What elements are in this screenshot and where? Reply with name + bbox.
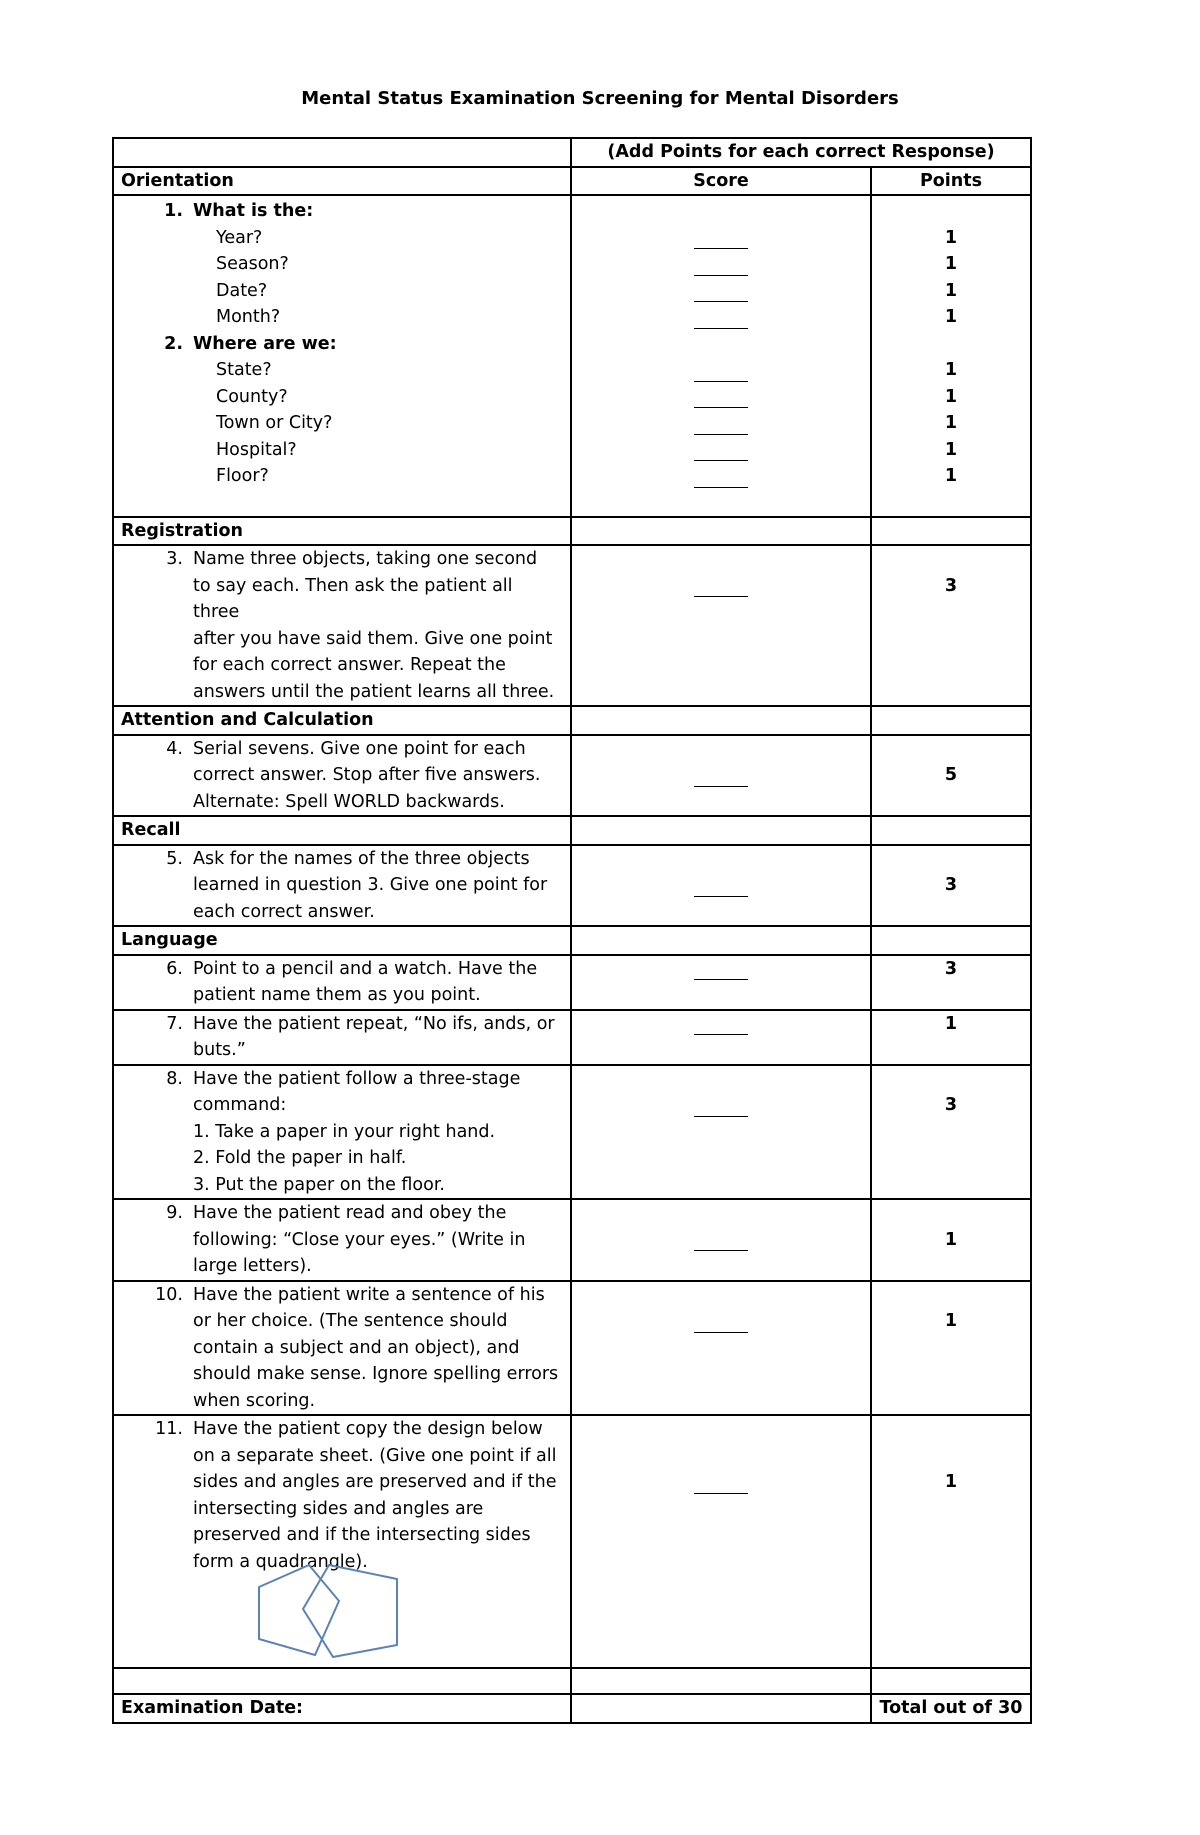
points-value: 1 — [944, 439, 958, 460]
score-heading: Score — [571, 167, 871, 196]
question-text: form a quadrangle). — [193, 1551, 368, 1572]
question-text: patient name them as you point. — [193, 985, 481, 1005]
question-text: answers until the patient learns all three. — [193, 681, 555, 702]
question-text: Have the patient read and obey the — [193, 1203, 507, 1223]
section-row-language — [113, 926, 1031, 955]
question-text: sides and angles are preserved and if the — [193, 1472, 557, 1492]
question-text: or her choice. (The sentence should — [193, 1311, 508, 1331]
points-value: 3 — [944, 1095, 958, 1115]
score-blank[interactable] — [694, 768, 748, 787]
question-label: Where are we: — [193, 333, 337, 354]
points-value: 1 — [944, 280, 958, 301]
points-value: 1 — [944, 1229, 958, 1250]
question-row-3 — [113, 545, 1031, 706]
question-number: 9. — [166, 1203, 183, 1223]
points-value: 1 — [944, 1311, 958, 1331]
page-title: Mental Status Examination Screening for Mental Disorders — [301, 88, 899, 109]
question-text: Have the patient repeat, “No ifs, ands, or — [193, 1013, 555, 1034]
item-state: State? — [216, 360, 272, 380]
section-heading: Attention and Calculation — [113, 706, 571, 735]
score-blank[interactable] — [694, 310, 748, 329]
question-number: 11. — [155, 1419, 183, 1439]
score-blank[interactable] — [694, 363, 748, 382]
points-value: 3 — [944, 875, 958, 895]
question-text: Alternate: Spell WORLD backwards. — [193, 791, 505, 812]
question-text: 3. Put the paper on the floor. — [193, 1174, 445, 1195]
question-text: to say each. Then ask the patient all three — [193, 575, 513, 622]
item-month: Month? — [216, 307, 281, 327]
question-text: Have the patient follow a three-stage — [193, 1068, 521, 1089]
question-number: 7. — [166, 1013, 183, 1034]
question-text: intersecting sides and angles are — [193, 1498, 484, 1519]
section-row-attention — [113, 706, 1031, 735]
question-text: Point to a pencil and a watch. Have the — [193, 958, 538, 979]
item-date: Date? — [216, 280, 268, 301]
question-text: Name three objects, taking one second — [193, 549, 538, 569]
question-row-10 — [113, 1281, 1031, 1416]
question-text: contain a subject and an object), and — [193, 1337, 520, 1358]
score-blank[interactable] — [694, 389, 748, 408]
question-number: 10. — [155, 1284, 183, 1305]
section-heading: Registration — [113, 517, 571, 546]
question-number: 3. — [166, 549, 183, 569]
item-town: Town or City? — [216, 413, 333, 433]
points-value: 1 — [944, 1472, 958, 1492]
exam-date-field[interactable] — [571, 1694, 871, 1723]
orientation-heading: Orientation — [113, 167, 571, 196]
points-value: 1 — [944, 1013, 958, 1034]
question-row-11 — [113, 1415, 1031, 1668]
section-row-registration — [113, 517, 1031, 546]
question-text: on a separate sheet. (Give one point if all — [193, 1445, 557, 1466]
item-floor: Floor? — [216, 466, 269, 486]
points-value: 5 — [944, 765, 958, 785]
question-text: Have the patient copy the design below — [193, 1419, 543, 1439]
question-row-7 — [113, 1010, 1031, 1065]
score-blank[interactable] — [694, 1098, 748, 1117]
question-text: correct answer. Stop after five answers. — [193, 765, 541, 785]
question-number: 6. — [166, 958, 183, 979]
score-blank[interactable] — [694, 230, 748, 249]
question-text: each correct answer. — [193, 901, 375, 922]
score-blank[interactable] — [694, 1314, 748, 1333]
question-label: What is the: — [193, 201, 314, 221]
points-value: 1 — [944, 413, 958, 433]
item-season: Season? — [216, 254, 289, 274]
question-text: large letters). — [193, 1256, 312, 1276]
column-header-row — [113, 167, 1031, 196]
spacer-row — [113, 1668, 1031, 1694]
question-row-6 — [113, 955, 1031, 1010]
question-row-8 — [113, 1065, 1031, 1200]
points-value: 1 — [944, 254, 958, 274]
score-blank[interactable] — [694, 257, 748, 276]
item-hospital: Hospital? — [216, 439, 297, 460]
question-text: for each correct answer. Repeat the — [193, 655, 506, 675]
item-year: Year? — [216, 227, 263, 248]
item-county: County? — [216, 386, 288, 407]
question-text: buts.” — [193, 1040, 246, 1060]
total-label: Total out of 30 — [871, 1694, 1031, 1723]
question-text: when scoring. — [193, 1390, 316, 1411]
exam-table — [112, 137, 1032, 1724]
question-row-9 — [113, 1199, 1031, 1281]
question-text: Have the patient write a sentence of his — [193, 1284, 545, 1305]
points-value: 3 — [944, 958, 958, 979]
section-heading: Language — [113, 926, 571, 955]
question-text: Ask for the names of the three objects — [193, 848, 530, 869]
points-value: 1 — [944, 360, 958, 380]
question-row-4 — [113, 735, 1031, 817]
score-blank[interactable] — [694, 878, 748, 897]
points-value: 1 — [944, 307, 958, 327]
question-number: 4. — [166, 738, 183, 759]
question-text: after you have said them. Give one point — [193, 628, 553, 649]
score-blank[interactable] — [694, 1475, 748, 1494]
orientation-row — [113, 195, 1031, 517]
question-number: 5. — [166, 848, 183, 869]
score-blank[interactable] — [694, 961, 748, 980]
question-number: 1. — [164, 201, 183, 221]
intersecting-pentagons-figure — [249, 1561, 409, 1661]
instruction-text: (Add Points for each correct Response) — [571, 138, 1031, 167]
question-text: 1. Take a paper in your right hand. — [193, 1121, 496, 1142]
question-text: command: — [193, 1095, 287, 1115]
question-text: Serial sevens. Give one point for each — [193, 738, 526, 759]
points-value: 1 — [944, 466, 958, 486]
instruction-row — [113, 138, 1031, 167]
question-number: 2. — [164, 333, 183, 354]
points-heading: Points — [871, 167, 1031, 196]
score-blank[interactable] — [694, 283, 748, 302]
question-text: should make sense. Ignore spelling errors — [193, 1364, 559, 1384]
question-text: learned in question 3. Give one point for — [193, 875, 548, 895]
score-blank[interactable] — [694, 1232, 748, 1251]
points-value: 1 — [944, 227, 958, 248]
section-row-recall — [113, 816, 1031, 845]
score-blank[interactable] — [694, 442, 748, 461]
question-row-5 — [113, 845, 1031, 927]
footer-row — [113, 1694, 1031, 1723]
score-blank[interactable] — [694, 469, 748, 488]
question-text: preserved and if the intersecting sides — [193, 1525, 531, 1545]
exam-date-label: Examination Date: — [113, 1694, 571, 1723]
points-value: 1 — [944, 386, 958, 407]
question-number: 8. — [166, 1068, 183, 1089]
score-blank[interactable] — [694, 416, 748, 435]
score-blank[interactable] — [694, 1016, 748, 1035]
points-value: 3 — [944, 575, 958, 596]
question-text: 2. Fold the paper in half. — [193, 1148, 407, 1168]
score-blank[interactable] — [694, 578, 748, 597]
section-heading: Recall — [113, 816, 571, 845]
question-text: following: “Close your eyes.” (Write in — [193, 1229, 526, 1250]
